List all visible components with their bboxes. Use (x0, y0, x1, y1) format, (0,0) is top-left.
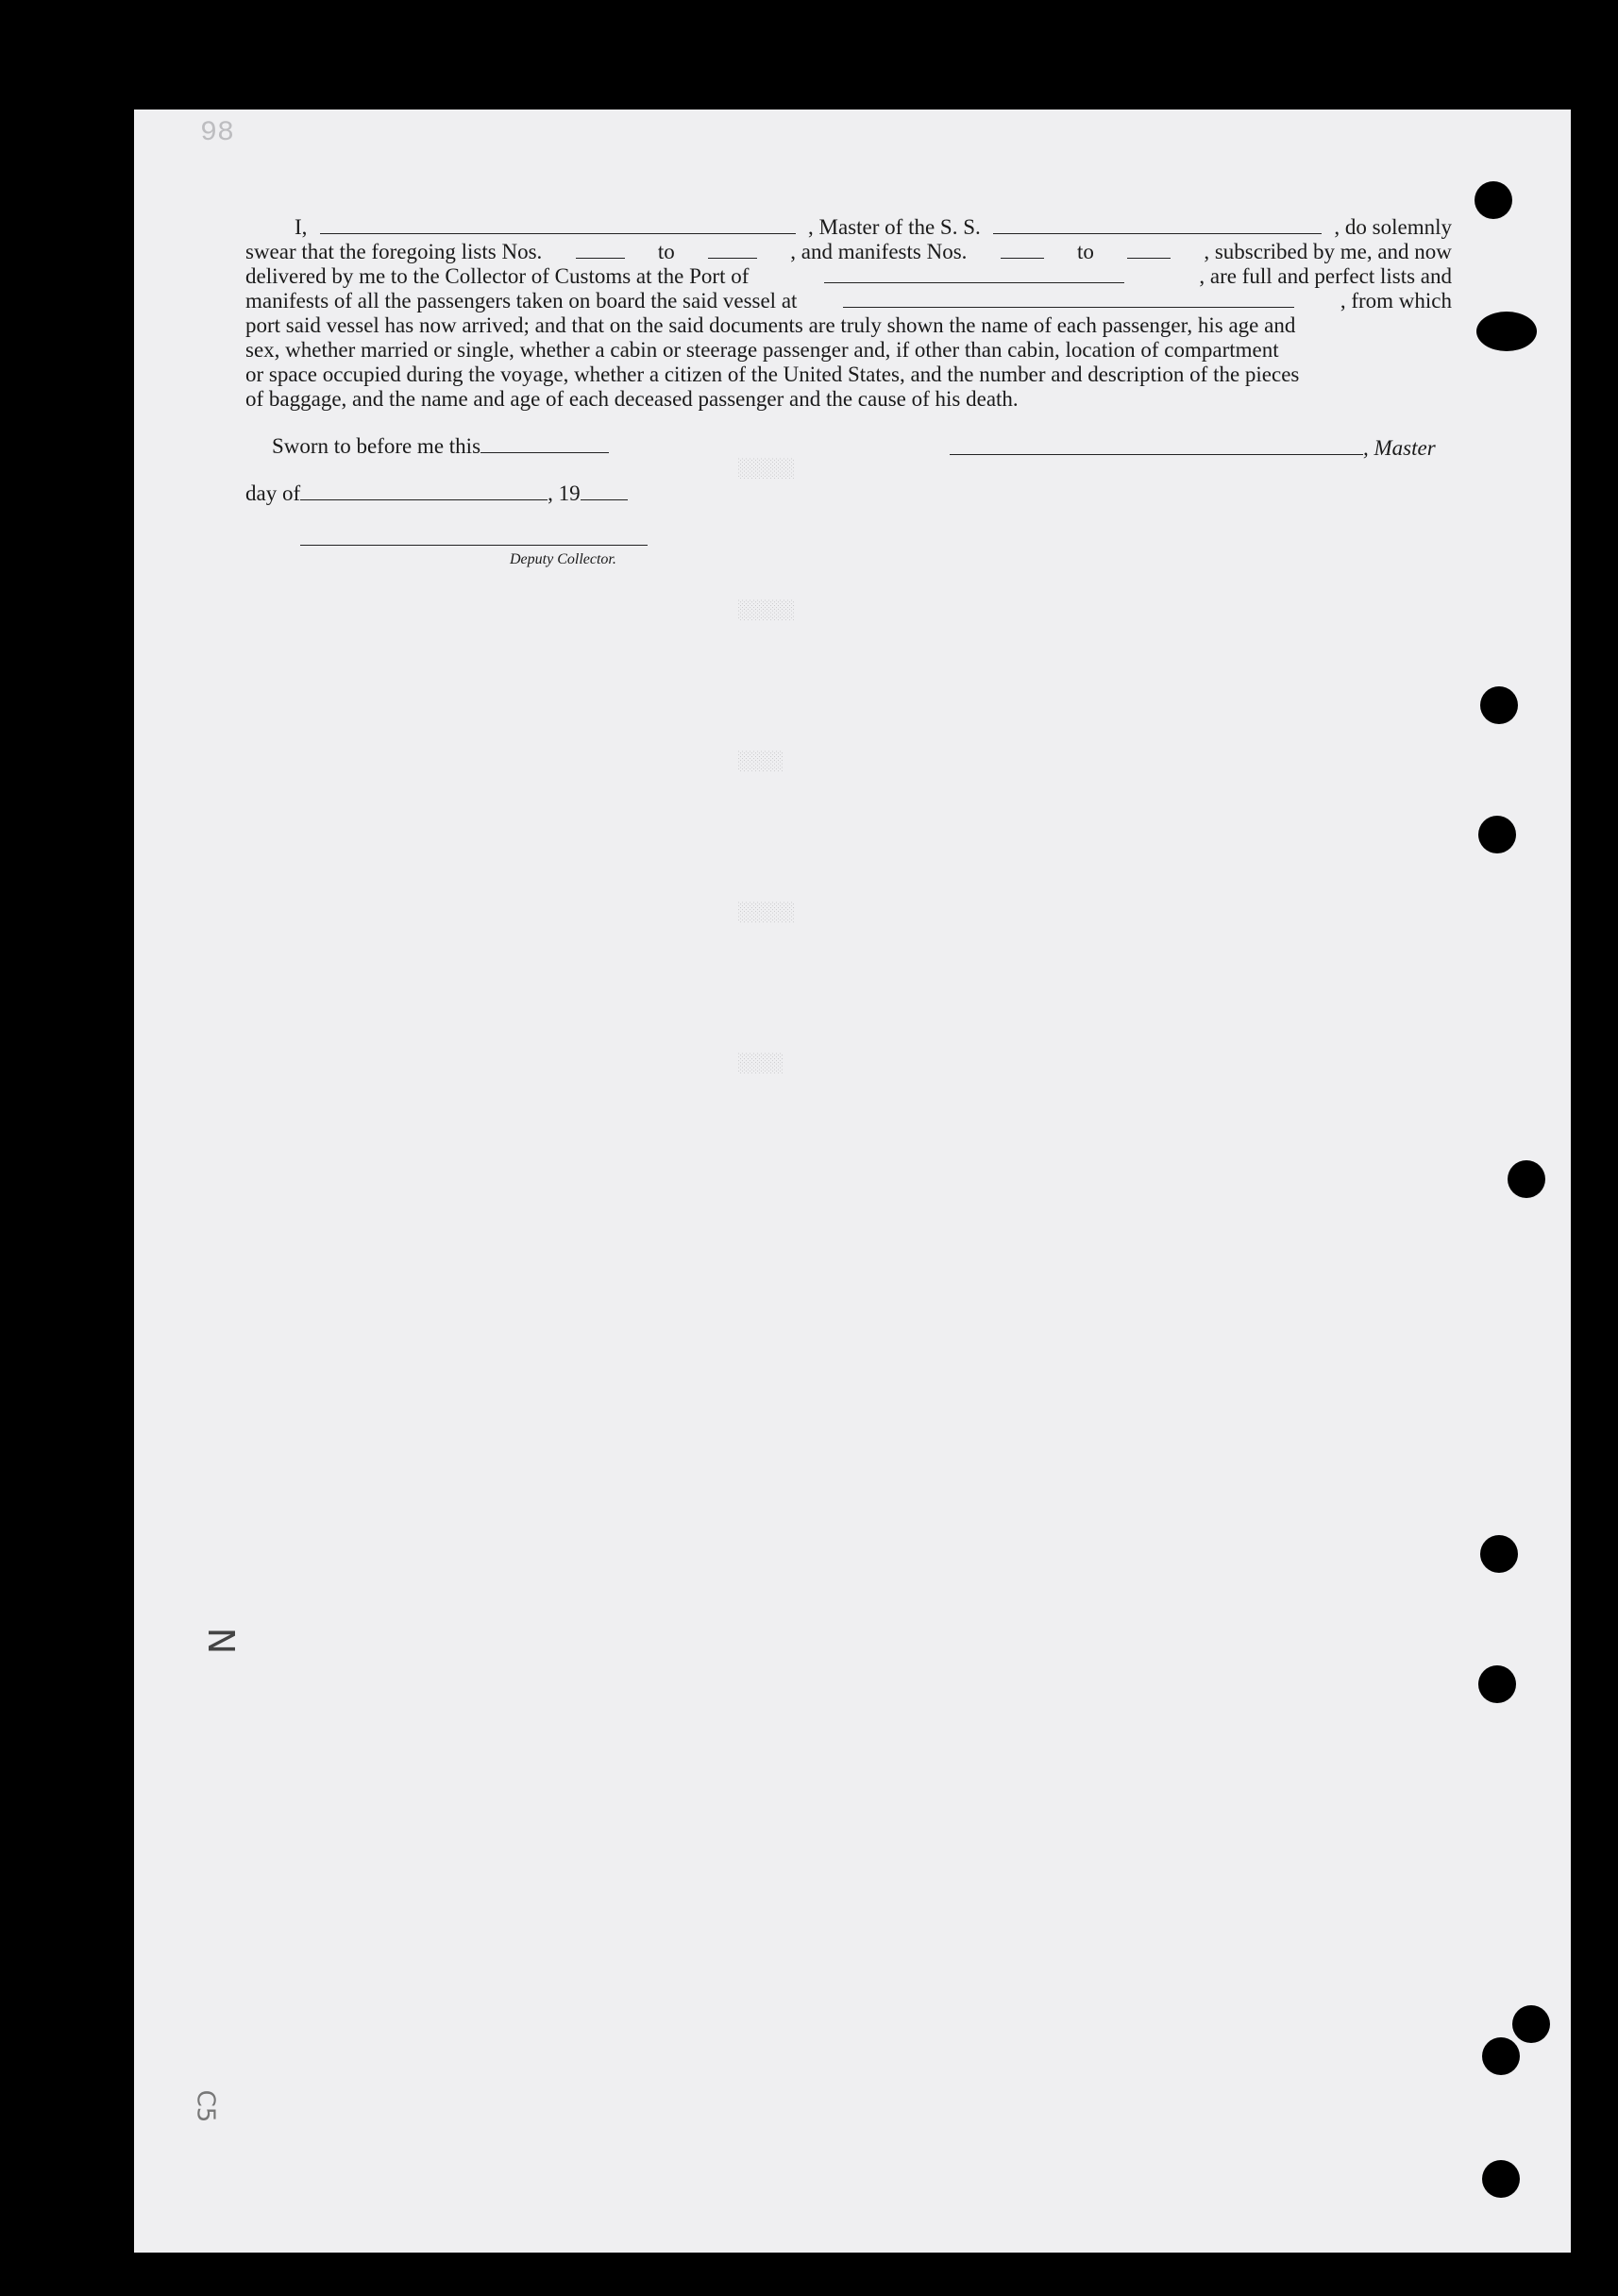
punch-hole (1508, 1160, 1545, 1198)
bleed-through-texture: ░░░░░ (738, 459, 796, 481)
punch-hole (1480, 686, 1518, 724)
oath-line-4: manifests of all the passengers taken on board the said vessel at , from which (245, 289, 1452, 312)
punch-hole (1482, 2160, 1520, 2198)
bleed-through-texture: ░░░░░ (738, 600, 796, 622)
port-blank[interactable] (824, 282, 1124, 283)
punch-hole (1512, 2005, 1550, 2043)
oath-paragraph (245, 215, 1452, 412)
sworn-day-blank[interactable] (480, 452, 609, 453)
month-blank[interactable] (300, 499, 548, 500)
oath-line-3: delivered by me to the Collector of Customs at the Port of , are full and perfect lists and (245, 264, 1452, 288)
year-blank[interactable] (581, 499, 628, 500)
embarkation-blank[interactable] (843, 307, 1294, 308)
vessel-name-blank[interactable] (993, 233, 1322, 234)
punch-hole (1482, 2037, 1520, 2075)
margin-handwritten-mark: N (202, 1627, 244, 1655)
day-of-row: day of , 19 (245, 481, 628, 506)
punch-hole (1476, 312, 1537, 351)
bleed-through-texture: ░░░░░ (738, 903, 796, 924)
master-name-blank[interactable] (320, 233, 796, 234)
oath-line-7: or space occupied during the voyage, whether a citizen of the United States, and the number and description of the pieces (245, 363, 1300, 386)
document-page (134, 110, 1571, 2253)
corner-mark: 98 (200, 117, 235, 149)
master-signature-blank[interactable] (950, 454, 1363, 455)
bleed-through-texture: ░░░░ (738, 1054, 784, 1075)
deputy-collector-line[interactable] (300, 545, 648, 546)
manifests-from-blank[interactable] (1001, 258, 1044, 259)
punch-hole (1478, 816, 1516, 853)
oath-line-8: of baggage, and the name and age of each deceased passenger and the cause of his death. (245, 387, 1019, 411)
deputy-collector-label: Deputy Collector. (510, 551, 616, 567)
lists-from-blank[interactable] (576, 258, 625, 259)
punch-hole (1478, 1665, 1516, 1703)
lists-to-blank[interactable] (708, 258, 757, 259)
oath-line-6: sex, whether married or single, whether a cabin or steerage passenger and, if other than cabin, location of compartment (245, 338, 1279, 362)
punch-hole (1480, 1535, 1518, 1573)
bleed-through-texture: ░░░░ (738, 751, 784, 773)
sworn-row: Sworn to before me this (272, 434, 609, 459)
punch-hole (1475, 181, 1512, 219)
margin-bottom-mark: C5 (191, 2089, 220, 2123)
master-signature-row: , Master (950, 436, 1436, 461)
oath-line-1: I, , Master of the S. S. , do solemnly (295, 215, 1452, 239)
oath-line-5: port said vessel has now arrived; and that on the said documents are truly shown the name of each passenger, his age and (245, 313, 1296, 337)
manifests-to-blank[interactable] (1127, 258, 1171, 259)
oath-line-2: swear that the foregoing lists Nos. to , and manifests Nos. to , subscribed by me, and now (245, 240, 1452, 263)
